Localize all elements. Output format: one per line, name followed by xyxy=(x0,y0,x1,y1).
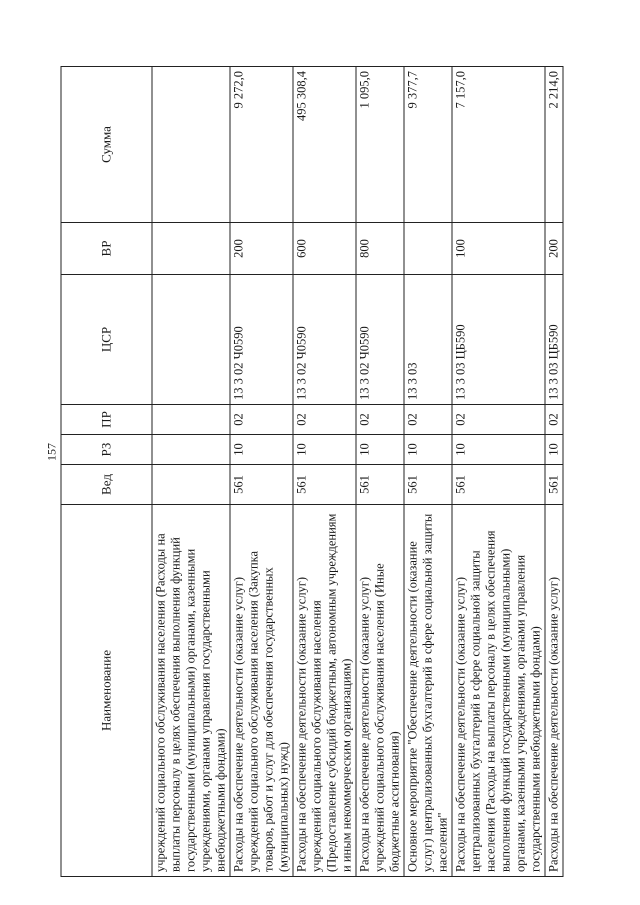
cell-sum xyxy=(152,67,230,223)
cell-pr: 02 xyxy=(230,405,293,435)
header-vr: ВР xyxy=(61,223,152,275)
cell-ved: 561 xyxy=(452,465,545,505)
cell-ved: 561 xyxy=(545,465,563,505)
header-ved: Вед xyxy=(61,465,152,505)
cell-sum: 9 377,7 xyxy=(404,67,452,223)
cell-pr: 02 xyxy=(452,405,545,435)
cell-csr: 13 3 02 Ч0590 xyxy=(230,275,293,405)
header-rz: РЗ xyxy=(61,435,152,465)
cell-rz: 10 xyxy=(293,435,356,465)
cell-name: Основное мероприятие "Обеспечение деятельности (оказание услуг) централизованных бухгалтерий в сфере социальной защиты населения" xyxy=(404,505,452,877)
header-pr: ПР xyxy=(61,405,152,435)
cell-name: Расходы на обеспечение деятельности (оказание услуг) централизованных бухгалтерий в сфере социальной защиты населения (Расходы на выплаты персоналу в целях обеспечения выполнения функций государственными (муниципальными) органами, казенными учреждениями, органами управления государственными внебюджетными фондами) xyxy=(452,505,545,877)
cell-csr: 13 3 03 ЦБ590 xyxy=(545,275,563,405)
table-row xyxy=(293,67,356,877)
rotated-page xyxy=(61,67,586,877)
cell-vr xyxy=(152,223,230,275)
cell-name: Расходы на обеспечение деятельности (оказание услуг) учреждений социального обслуживания населения (Иные бюджетные ассигнования) xyxy=(356,505,404,877)
cell-rz: 10 xyxy=(545,435,563,465)
cell-vr xyxy=(404,223,452,275)
cell-vr: 200 xyxy=(545,223,563,275)
cell-sum: 9 272,0 xyxy=(230,67,293,223)
cell-csr xyxy=(152,275,230,405)
cell-sum: 2 214,0 xyxy=(545,67,563,223)
cell-csr: 13 3 03 ЦБ590 xyxy=(452,275,545,405)
cell-ved: 561 xyxy=(404,465,452,505)
cell-sum: 7 157,0 xyxy=(452,67,545,223)
cell-pr: 02 xyxy=(404,405,452,435)
cell-rz: 10 xyxy=(452,435,545,465)
cell-vr: 600 xyxy=(293,223,356,275)
cell-sum: 495 308,4 xyxy=(293,67,356,223)
cell-vr: 100 xyxy=(452,223,545,275)
cell-vr: 800 xyxy=(356,223,404,275)
cell-ved: 561 xyxy=(230,465,293,505)
table-row xyxy=(545,67,563,877)
table-row xyxy=(230,67,293,877)
cell-sum: 1 095,0 xyxy=(356,67,404,223)
cell-ved xyxy=(152,465,230,505)
cell-rz: 10 xyxy=(404,435,452,465)
cell-ved: 561 xyxy=(293,465,356,505)
cell-pr xyxy=(152,405,230,435)
header-name: Наименование xyxy=(61,505,152,877)
cell-csr: 13 3 03 xyxy=(404,275,452,405)
cell-vr: 200 xyxy=(230,223,293,275)
cell-name: Расходы на обеспечение деятельности (оказание услуг) xyxy=(545,505,563,877)
table-row xyxy=(452,67,545,877)
budget-table xyxy=(61,66,564,877)
table-row xyxy=(404,67,452,877)
cell-name: Расходы на обеспечение деятельности (оказание услуг) учреждений социального обслуживания населения (Закупка товаров, работ и услуг для обеспечения государственных (муниципальных) нужд) xyxy=(230,505,293,877)
cell-pr: 02 xyxy=(545,405,563,435)
cell-name: Расходы на обеспечение деятельности (оказание услуг) учреждений социального обслуживания населения (Предоставление субсидий бюджетным, автономным учреждениям и иным некоммерческим организациям) xyxy=(293,505,356,877)
cell-name: учреждений социального обслуживания населения (Расходы на выплаты персоналу в целях обеспечения выполнения функций государственными (муниципальными) органами, казенными учреждениями, органами управления государственными внебюджетными фондами) xyxy=(152,505,230,877)
cell-rz xyxy=(152,435,230,465)
table-row xyxy=(356,67,404,877)
table-row xyxy=(152,67,230,877)
cell-pr: 02 xyxy=(356,405,404,435)
header-sum: Сумма xyxy=(61,67,152,223)
cell-rz: 10 xyxy=(230,435,293,465)
page-number: 157 xyxy=(44,443,59,461)
cell-csr: 13 3 02 Ч0590 xyxy=(293,275,356,405)
cell-pr: 02 xyxy=(293,405,356,435)
cell-rz: 10 xyxy=(356,435,404,465)
cell-ved: 561 xyxy=(356,465,404,505)
table-header-row xyxy=(61,67,152,877)
header-csr: ЦСР xyxy=(61,275,152,405)
cell-csr: 13 3 02 Ч0590 xyxy=(356,275,404,405)
